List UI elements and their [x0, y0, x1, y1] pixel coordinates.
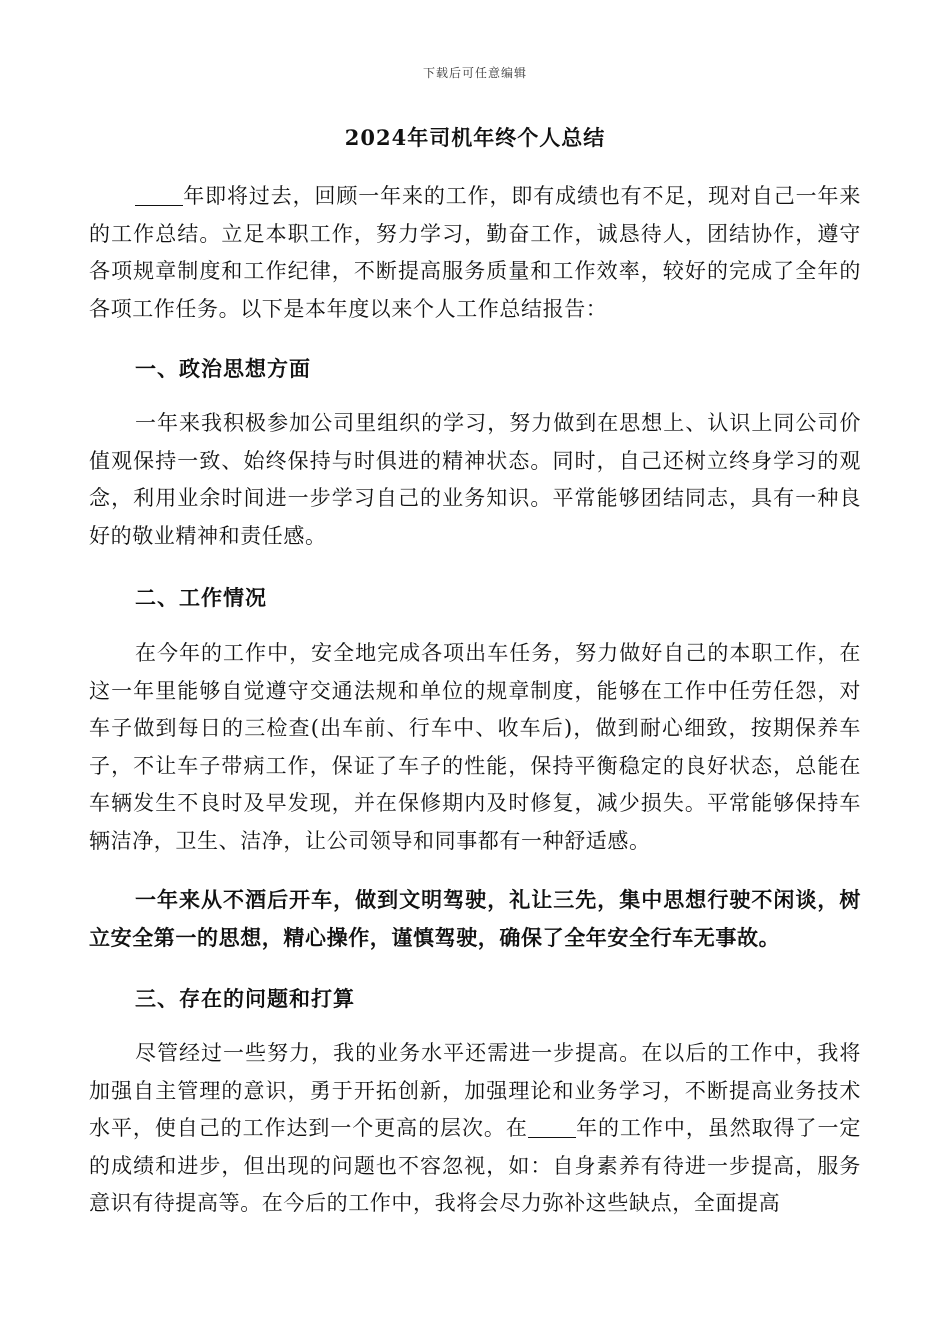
section-1-heading: 一、政治思想方面 [135, 356, 311, 381]
section-3-text-part1: 尽管经过一些努力，我的业务水平还需进一步提高。在以后的工作中，我将加强自主管理的意识，勇于开拓创新，加强理论和业务学习，不断提高业务技术水平，使自己的工作达到一个更高的层次。在 [89, 1041, 861, 1140]
blank-year-underline [135, 184, 183, 206]
intro-paragraph [89, 178, 861, 328]
blank-year-underline-2 [528, 1116, 576, 1138]
section-2-heading: 二、工作情况 [135, 585, 267, 610]
header-note: 下载后可任意编辑 [422, 66, 527, 80]
section-3-paragraph [89, 1035, 861, 1223]
section-2-bold-paragraph: 一年来从不酒后开车，做到文明驾驶，礼让三先，集中思想行驶不闲谈，树立安全第一的思想，精心操作，谨慎驾驶，确保了全年安全行车无事故。 [89, 887, 861, 950]
document-title: 2024年司机年终个人总结 [344, 125, 606, 150]
section-3-heading: 三、存在的问题和打算 [135, 986, 355, 1011]
section-3-text-part2: 年的工作中，虽然取得了一定的成绩和进步，但出现的问题也不容忽视，如：自身素养有待进一步提高，服务意识有待提高等。在今后的工作中，我将会尽力弥补这些缺点，全面提高 [89, 1116, 861, 1215]
section-2-paragraph: 在今年的工作中，安全地完成各项出车任务，努力做好自己的本职工作，在这一年里能够自觉遵守交通法规和单位的规章制度，能够在工作中任劳任怨，对车子做到每日的三检查(出车前、行车中、收车后)，做到耐心细致，按期保养车子，不让车子带病工作，保证了车子的性能，保持平衡稳定的良好状态，总能在车辆发生不良时及早发现，并在保修期内及时修复，减少损失。平常能够保持车辆洁净，卫生、洁净，让公司领导和同事都有一种舒适感。 [89, 641, 861, 853]
intro-text: 年即将过去，回顾一年来的工作，即有成绩也有不足，现对自己一年来的工作总结。立足本职工作，努力学习，勤奋工作，诚恳待人，团结协作，遵守各项规章制度和工作纪律，不断提高服务质量和工作效率，较好的完成了全年的各项工作任务。以下是本年度以来个人工作总结报告： [89, 184, 861, 321]
section-1-paragraph: 一年来我积极参加公司里组织的学习，努力做到在思想上、认识上同公司价值观保持一致、始终保持与时俱进的精神状态。同时，自己还树立终身学习的观念，利用业余时间进一步学习自己的业务知识。平常能够团结同志，具有一种良好的敬业精神和责任感。 [89, 411, 861, 548]
